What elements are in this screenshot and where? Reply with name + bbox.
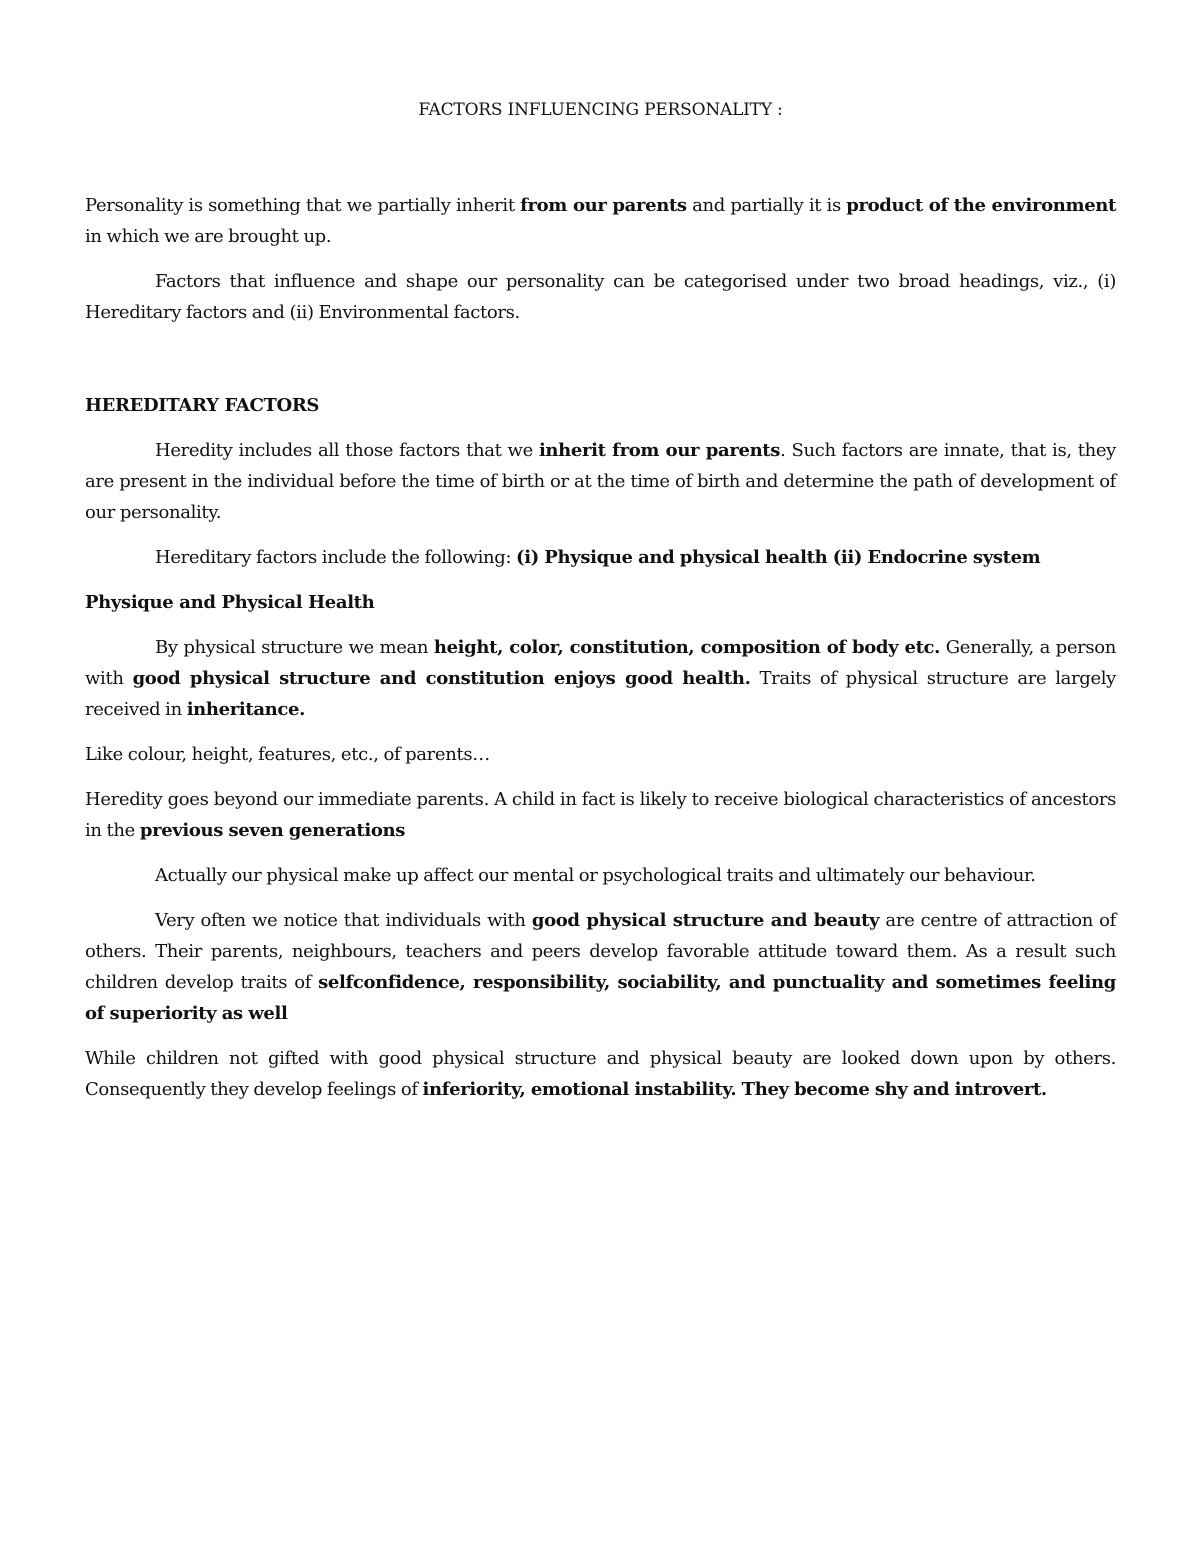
spacer (85, 342, 1116, 390)
bold-run: inheritance. (186, 699, 306, 720)
physique-paragraph-6 (85, 1043, 1116, 1105)
hereditary-paragraph-1 (85, 435, 1116, 528)
bold-run: good physical structure and constitution enjoys good health. (132, 668, 751, 689)
physique-paragraph-3 (85, 784, 1116, 846)
bold-run: selfconfidence, responsibility, sociability, and punctuality and sometimes feeling of superiority as well (85, 972, 1117, 1024)
bold-run: height, color, constitution, composition of body etc. (433, 637, 941, 658)
text-run: Heredity goes beyond our immediate parents. A child in fact is likely to receive biological characteristics of ancestors in the (85, 789, 1116, 841)
text-run: Very often we notice that individuals with (155, 910, 532, 931)
bold-run: from our parents (520, 195, 687, 216)
text-run: Personality is something that we partially inherit (85, 195, 521, 216)
bold-run: (i) Physique and physical health (ii) Endocrine system (516, 547, 1041, 568)
text-run: are centre of attraction of others. Their parents, neighbours, teachers and peers develop favorable attitude toward them. As a result such children develop traits of (85, 910, 1116, 993)
text-run: Heredity includes all those factors that we (155, 440, 539, 461)
bold-run: good physical structure and beauty (531, 910, 880, 931)
physique-paragraph-4: Actually our physical make up affect our mental or psychological traits and ultimately our behaviour. (155, 865, 1036, 886)
text-run: While children not gifted with good physical structure and physical beauty are looked down upon by others. Consequently they develop feelings of (85, 1048, 1116, 1100)
bold-run: product of the environment (846, 195, 1117, 216)
section-heading-hereditary: HEREDITARY FACTORS (85, 395, 320, 416)
document-title: FACTORS INFLUENCING PERSONALITY : (418, 100, 783, 120)
text-run: Hereditary factors include the following: (155, 547, 517, 568)
text-run: By physical structure we mean (155, 637, 434, 658)
bold-run: previous seven generations (139, 820, 405, 841)
text-run: in which we are brought up. (85, 226, 332, 247)
hereditary-paragraph-2 (85, 542, 1116, 573)
document-page (85, 100, 1116, 1119)
intro-paragraph-1 (85, 190, 1116, 252)
text-run: Traits of physical structure are largely received in (85, 668, 1116, 720)
intro-paragraph-2: Factors that influence and shape our personality can be categorised under two broad headings, viz., (i) Hereditary factors and (ii) Environmental factors. (85, 271, 1116, 323)
section-heading-physique: Physique and Physical Health (85, 592, 375, 613)
text-run: . Such factors are innate, that is, they are present in the individual before the time of birth or at the time of birth and determine the path of development of our personality. (85, 440, 1117, 523)
bold-run: inherit from our parents (538, 440, 781, 461)
text-run: Generally, a person with (85, 637, 1116, 689)
text-run: and partially it is (686, 195, 847, 216)
bold-run: inferiority, emotional instability. They become shy and introvert. (422, 1079, 1047, 1100)
physique-paragraph-2: Like colour, height, features, etc., of parents… (85, 744, 490, 765)
physique-paragraph-1 (85, 632, 1116, 725)
physique-paragraph-5 (85, 905, 1116, 1029)
